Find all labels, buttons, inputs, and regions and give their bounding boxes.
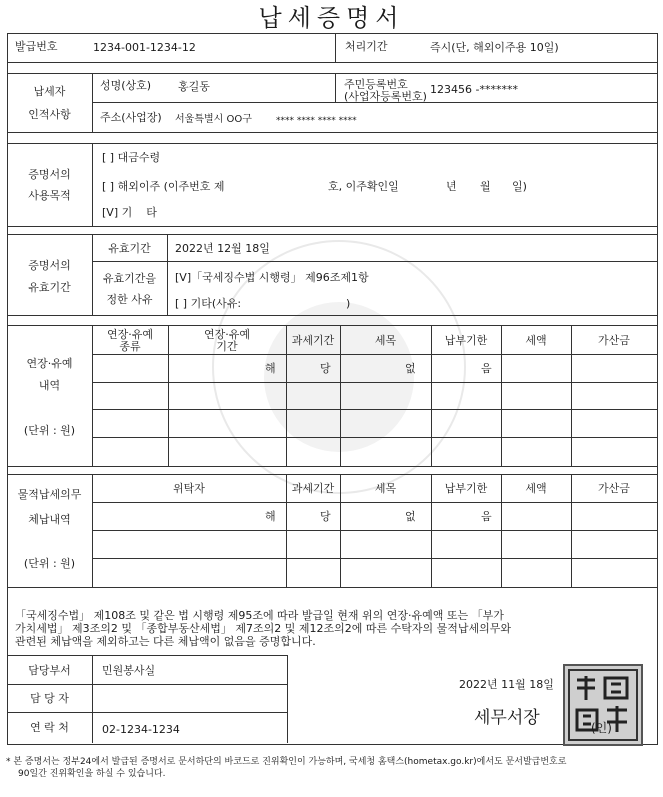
divider [7,587,657,588]
divider [7,684,287,685]
deferral-header-period: 연장·유예 [203,328,250,341]
deferral-header-period: 기간 [216,340,238,353]
divider [7,712,287,713]
divider [7,73,657,74]
material-header-item: 세목 [374,482,397,495]
divider [7,315,657,316]
divider [287,655,288,743]
material-none-char: 당 [320,510,331,523]
deferral-section-label: 내역 [38,379,61,392]
divider [335,33,336,62]
validity-reason-label: 정한 사유 [106,293,153,306]
dept-label: 담당부서 [28,664,71,677]
material-header-due: 납부기한 [444,482,488,495]
statement-text: 「국세징수법」 제108조 및 같은 법 시행령 제95조에 따라 발급일 현재 위의 연장·유예액 또는 「부가 [15,609,504,622]
address-masked: **** **** **** **** [276,116,357,126]
divider [7,132,657,133]
validity-reason-other: [ ] 기타(사유: ) [175,297,351,310]
purpose-option-emigration: 호, 이주확인일 [328,180,399,193]
seal-mark: (인) [591,721,612,735]
deferral-none-char: 해 [265,362,276,375]
material-unit-label: (단위 : 원) [23,557,76,570]
material-header-penalty: 가산금 [598,482,630,495]
issue-no-label: 발급번호 [15,40,58,53]
processing-label: 처리기간 [345,40,388,53]
deferral-unit-label: (단위 : 원) [23,424,76,437]
emigration-day: 일) [512,180,527,193]
reg-label: 주민등록번호 [344,78,408,91]
name-label: 성명(상호) [100,79,152,92]
deferral-none-char: 음 [481,362,492,375]
material-header-trustee: 위탁자 [173,482,205,495]
name-value: 홍길동 [178,80,210,93]
purpose-section-label: 사용목적 [28,189,71,202]
purpose-option-emigration: [ ] 해외이주 (이주번호 제 [102,180,225,193]
divider [167,234,168,315]
deferral-none-char: 없 [405,362,416,375]
address-label: 주소(사업장) [100,111,162,124]
purpose-section-label: 증명서의 [28,168,71,181]
deferral-header-due: 납부기한 [444,334,488,347]
validity-reason-law: [V]「국세징수법 시행령」 제96조제1항 [175,271,369,284]
divider [92,437,657,438]
validity-reason-label: 유효기간을 [102,272,157,285]
document-title: 납세증명서 [258,4,405,32]
material-none-char: 음 [481,510,492,523]
divider [7,234,657,235]
divider [92,261,657,262]
issuer-name: 세무서장 [474,708,540,728]
deferral-header-tax-period: 과세기간 [291,334,335,347]
divider [7,226,657,227]
material-section-label: 물적납세의무 [17,488,82,501]
validity-period-label: 유효기간 [108,242,151,255]
issue-no-value: 1234-001-1234-12 [93,41,196,54]
deferral-header-amount: 세액 [525,334,547,347]
material-none-char: 해 [265,510,276,523]
material-section-label: 체납내역 [28,513,71,526]
person-label: 담 당 자 [30,692,69,705]
validity-section-label: 증명서의 [28,259,71,272]
divider [92,354,657,355]
address-value: 서울특별시 OO구 [175,114,252,125]
purpose-option-other: [V] 기 타 [102,206,157,219]
material-none-char: 없 [405,510,416,523]
divider [335,73,336,102]
emigration-year: 년 [446,180,457,193]
processing-value: 즉시(단, 해외이주용 10일) [430,41,559,54]
validity-section-label: 유효기간 [28,281,71,294]
emigration-month: 월 [480,180,491,193]
phone-label: 연 락 처 [30,721,69,734]
divider [92,409,657,410]
footnote-text: 90일간 진위확인을 하실 수 있습니다. [18,769,166,779]
material-header-amount: 세액 [525,482,547,495]
divider [7,143,657,144]
divider [92,558,657,559]
deferral-header-item: 세목 [374,334,397,347]
material-header-tax-period: 과세기간 [291,482,335,495]
divider [92,502,657,503]
divider [7,655,287,656]
reg-value: 123456 -******* [430,83,518,96]
divider [7,62,657,63]
divider [7,474,657,475]
issue-date: 2022년 11월 18일 [459,678,554,691]
divider [92,382,657,383]
divider [7,325,657,326]
footnote-text: * 본 증명서는 정부24에서 발급된 증명서로 문서하단의 바코드로 진위확인이 가능하며, 국세청 홈택스(hometax.go.kr)에서도 문서발급번호로 [6,757,567,767]
divider [7,466,657,467]
divider [92,655,93,743]
validity-period-value: 2022년 12월 18일 [175,242,270,255]
statement-text: 관련된 체납액을 제외하고는 다른 체납액이 없음을 증명합니다. [15,635,316,648]
deferral-header-type: 종류 [119,340,141,353]
deferral-header-type: 연장·유예 [106,328,153,341]
reg-label: (사업자등록번호) [344,90,427,103]
deferral-header-penalty: 가산금 [598,334,630,347]
dept-value: 민원봉사실 [102,664,156,677]
taxpayer-section-label: 납세자 [33,85,66,98]
divider [92,530,657,531]
divider [92,73,93,132]
phone-value: 02-1234-1234 [102,723,180,736]
deferral-none-char: 당 [320,362,331,375]
divider [92,143,93,226]
purpose-option-payment: [ ] 대금수령 [102,151,161,164]
deferral-section-label: 연장·유예 [26,357,73,370]
taxpayer-section-label: 인적사항 [28,108,71,121]
statement-text: 가치세법」 제3조의2 및 「종합부동산세법」 제7조의2 및 제12조의2에 따른 수탁자의 물적납세의무와 [15,622,511,635]
